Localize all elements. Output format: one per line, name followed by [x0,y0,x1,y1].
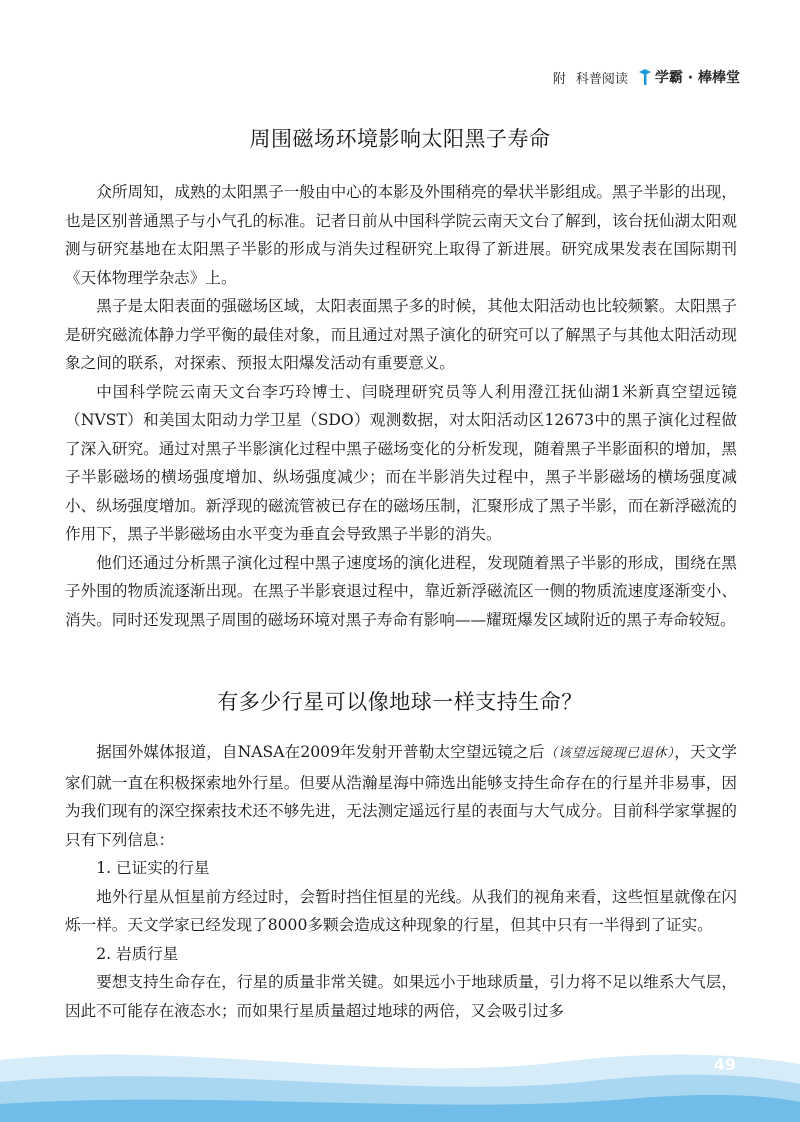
footer-wave-decoration [0,1032,800,1122]
article1-paragraph-4: 他们还通过分析黑子演化过程中黑子速度场的演化进程，发现随着黑子半影的形成，围绕在黑子外围的物质流逐渐出现。在黑子半影衰退过程中，靠近新浮磁流区一侧的物质流速度逐渐变小、消失。同时还发现黑子周围的磁场环境对黑子寿命有影响——耀斑爆发区域附近的黑子寿命较短。 [65,553,737,629]
brand-name: 学霸 · 棒棒堂 [654,70,740,86]
appendix-label: 附 [552,71,566,87]
intro-text-start: 据国外媒体报道，自NASA在2009年发射开普勒太空望远镜之后 [96,743,545,761]
graduation-cap-icon [638,68,652,86]
article2-body [65,738,737,1025]
intro-note: （该望远镜现已退休） [544,746,675,761]
article2-title: 有多少行星可以像地球一样支持生命？ [217,690,583,714]
item2-text: 要想支持生命存在，行星的质量非常关键。如果远小于地球质量，引力将不足以维系大气层，因此不可能存在液态水；而如果行星质量超过地球的两倍，又会吸引过多 [65,973,737,1020]
running-header [553,66,740,88]
item2-heading: 2. 岩质行星 [96,944,179,963]
page-number: 49 [713,1055,736,1074]
intro-text-end: ，天文学家们就一直在积极探索地外行星。但要从浩瀚星海中筛选出能够支持生命存在的行星并非易事，因为我们现有的深空探索技术还不够先进，无法测定遥远行星的表面与大气成分。目前科学家掌握的只有下列信息： [65,743,737,849]
article1-paragraph-3: 中国科学院云南天文台李巧玲博士、闫晓理研究员等人利用澄江抚仙湖1米新真空望远镜（NVST）和美国太阳动力学卫星（SDO）观测数据，对太阳活动区12673中的黑子演化过程做了深入研究。通过对黑子半影演化过程中黑子磁场变化的分析发现，随着黑子半影面积的增加，黑子半影磁场的横场强度增加、纵场强度减少；而在半影消失过程中，黑子半影磁场的横场强度减小、纵场强度增加。新浮现的磁流管被已存在的磁场压制，汇聚形成了黑子半影，而在新浮磁流的作用下，黑子半影磁场由水平变为垂直会导致黑子半影的消失。 [65,382,737,543]
item1-text: 地外行星从恒星前方经过时，会暂时挡住恒星的光线。从我们的视角来看，这些恒星就像在闪烁一样。天文学家已经发现了8000多颗会造成这种现象的行星，但其中只有一半得到了证实。 [65,887,737,934]
brand-logo [638,67,740,87]
item1-heading: 1. 已证实的行星 [96,859,210,877]
section-label: 科普阅读 [575,71,628,87]
article1-paragraph-2: 黑子是太阳表面的强磁场区域，太阳表面黑子多的时候，其他太阳活动也比较频繁。太阳黑子是研究磁流体静力学平衡的最佳对象，而且通过对黑子演化的研究可以了解黑子与其他太阳活动现象之间的联系，对探索、预报太阳爆发活动有重要意义。 [65,297,737,372]
article2-intro [65,738,737,854]
article1-title: 周围磁场环境影响太阳黑子寿命 [249,127,551,151]
article1-body [65,178,737,634]
article1-paragraph-1: 众所周知，成熟的太阳黑子一般由中心的本影及外围稍亮的晕状半影组成。黑子半影的出现，也是区别普通黑子与小气孔的标准。记者日前从中国科学院云南天文台了解到，该台抚仙湖太阳观测与研究基地在太阳黑子半影的形成与消失过程研究上取得了新进展。研究成果发表在国际期刊《天体物理学杂志》上。 [65,183,737,287]
